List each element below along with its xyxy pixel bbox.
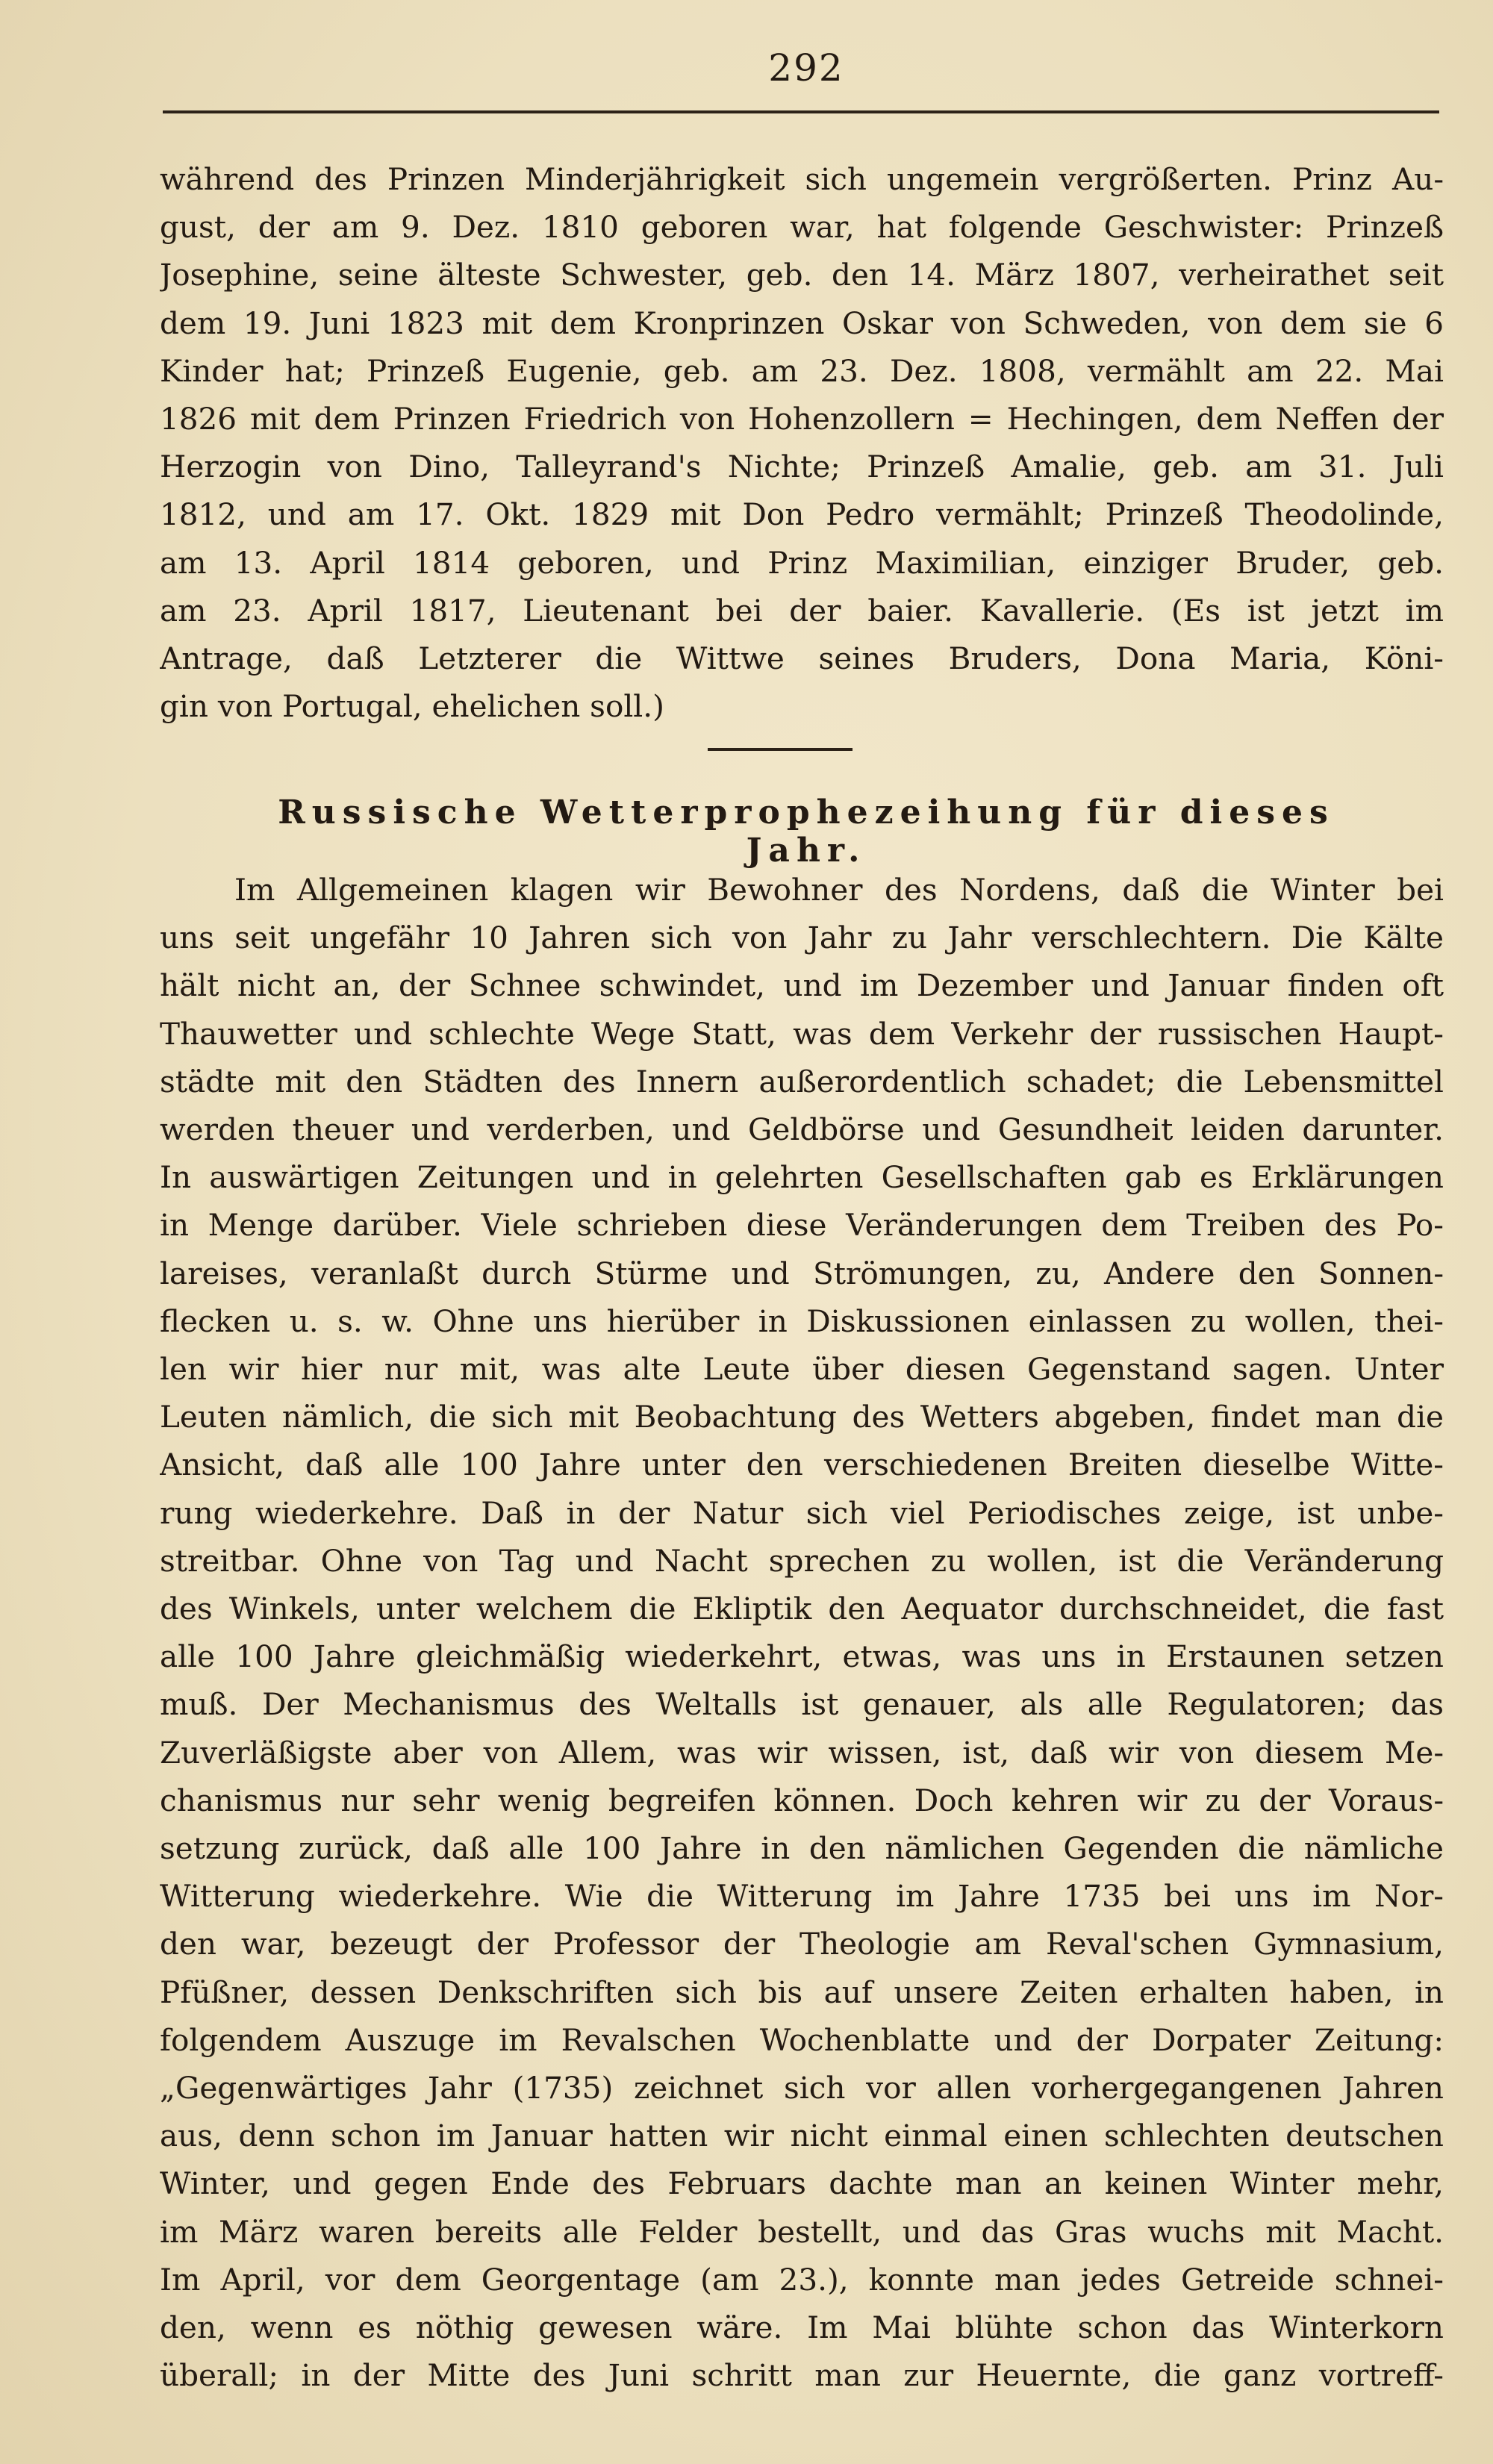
text-line: „Gegenwärtiges Jahr (1735) zeichnet sich vor allen vorhergegangenen Jahren (160, 2070, 1444, 2106)
text-line: setzung zurück, daß alle 100 Jahre in den nämlichen Gegenden die nämliche (160, 1830, 1444, 1867)
text-line: gin von Portugal, ehelichen soll.) (160, 688, 664, 725)
text-line: den, wenn es nöthig gewesen wäre. Im Mai blühte schon das Winterkorn (160, 2309, 1444, 2346)
text-line: flecken u. s. w. Ohne uns hierüber in Diskussionen einlassen zu wollen, thei- (160, 1303, 1444, 1339)
text-line: am 23. April 1817, Lieutenant bei der baier. Kavallerie. (Es ist jetzt im (160, 592, 1444, 629)
text-line: hält nicht an, der Schnee schwindet, und im Dezember und Januar finden oft (160, 967, 1444, 1004)
text-line: In auswärtigen Zeitungen und in gelehrten Gesellschaften gab es Erklärungen (160, 1159, 1444, 1196)
section-heading: Russische Wetterprophezeihung für dieses Jahr. (278, 793, 1335, 870)
text-line: städte mit den Städten des Innern außerordentlich schadet; die Lebensmittel (160, 1063, 1444, 1100)
text-line: Ansicht, daß alle 100 Jahre unter den verschiedenen Breiten dieselbe Witte- (160, 1447, 1444, 1483)
header-rule (163, 110, 1439, 113)
text-line: len wir hier nur mit, was alte Leute über diesen Gegenstand sagen. Unter (160, 1351, 1444, 1388)
text-line: streitbar. Ohne von Tag und Nacht sprechen zu wollen, ist die Veränderung (160, 1542, 1444, 1579)
text-line: chanismus nur sehr wenig begreifen können. Doch kehren wir zu der Voraus- (160, 1782, 1444, 1818)
page-number: 292 (768, 46, 844, 90)
text-line: lareises, veranlaßt durch Stürme und Strömungen, zu, Andere den Sonnen- (160, 1255, 1444, 1291)
text-line: uns seit ungefähr 10 Jahren sich von Jahr zu Jahr verschlechtern. Die Kälte (160, 920, 1444, 956)
section-divider (708, 748, 853, 751)
text-line: den war, bezeugt der Professor der Theologie am Reval'schen Gymnasium, (160, 1926, 1444, 1962)
text-line: Im April, vor dem Georgentage (am 23.), konnte man jedes Getreide schnei- (160, 2261, 1444, 2298)
text-line: in Menge darüber. Viele schrieben diese Veränderungen dem Treiben des Po- (160, 1207, 1444, 1244)
text-line: alle 100 Jahre gleichmäßig wiederkehrt, etwas, was uns in Erstaunen setzen (160, 1638, 1444, 1675)
text-line: Thauwetter und schlechte Wege Statt, was dem Verkehr der russischen Haupt- (160, 1015, 1444, 1052)
text-line: Josephine, seine älteste Schwester, geb. den 14. März 1807, verheirathet seit (160, 257, 1444, 293)
text-line: 1826 mit dem Prinzen Friedrich von Hohenzollern = Hechingen, dem Neffen der (160, 401, 1444, 437)
text-line: muß. Der Mechanismus des Weltalls ist genauer, als alle Regulatoren; das (160, 1686, 1444, 1723)
text-line: Pfüßner, dessen Denkschriften sich bis auf unsere Zeiten erhalten haben, in (160, 1974, 1444, 2010)
text-line: überall; in der Mitte des Juni schritt man zur Heuernte, die ganz vortreff- (160, 2357, 1444, 2394)
text-line: werden theuer und verderben, und Geldbörse und Gesundheit leiden darunter. (160, 1111, 1444, 1148)
text-line: am 13. April 1814 geboren, und Prinz Maximilian, einziger Bruder, geb. (160, 544, 1444, 581)
paragraph-prince-siblings (160, 155, 1444, 730)
text-line: des Winkels, unter welchem die Ekliptik den Aequator durchschneidet, die fast (160, 1591, 1444, 1627)
text-line: Herzogin von Dino, Talleyrand's Nichte; Prinzeß Amalie, geb. am 31. Juli (160, 449, 1444, 485)
text-line: im März waren bereits alle Felder bestellt, und das Gras wuchs mit Macht. (160, 2213, 1444, 2250)
paragraph-weather-prophecy (160, 866, 1444, 2400)
text-line: Im Allgemeinen klagen wir Bewohner des Nordens, daß die Winter bei (234, 872, 1444, 908)
text-line: Leuten nämlich, die sich mit Beobachtung des Wetters abgeben, findet man die (160, 1399, 1444, 1435)
text-line: Winter, und gegen Ende des Februars dachte man an keinen Winter mehr, (160, 2165, 1444, 2202)
text-line: gust, der am 9. Dez. 1810 geboren war, hat folgende Geschwister: Prinzeß (160, 209, 1444, 246)
text-line: rung wiederkehre. Daß in der Natur sich viel Periodisches zeige, ist unbe- (160, 1494, 1444, 1531)
text-line: 1812, und am 17. Okt. 1829 mit Don Pedro vermählt; Prinzeß Theodolinde, (160, 496, 1444, 533)
text-line: aus, denn schon im Januar hatten wir nicht einmal einen schlechten deutschen (160, 2118, 1444, 2154)
text-line: Antrage, daß Letzterer die Wittwe seines Bruders, Dona Maria, Köni- (160, 640, 1444, 677)
text-line: während des Prinzen Minderjährigkeit sich ungemein vergrößerten. Prinz Au- (160, 161, 1444, 197)
text-line: folgendem Auszuge im Revalschen Wochenblatte und der Dorpater Zeitung: (160, 2021, 1444, 2058)
text-line: Kinder hat; Prinzeß Eugenie, geb. am 23. Dez. 1808, vermählt am 22. Mai (160, 352, 1444, 389)
text-line: Witterung wiederkehre. Wie die Witterung im Jahre 1735 bei uns im Nor- (160, 1878, 1444, 1915)
text-line: Zuverläßigste aber von Allem, was wir wissen, ist, daß wir von diesem Me- (160, 1734, 1444, 1771)
text-line: dem 19. Juni 1823 mit dem Kronprinzen Oskar von Schweden, von dem sie 6 (160, 305, 1444, 341)
